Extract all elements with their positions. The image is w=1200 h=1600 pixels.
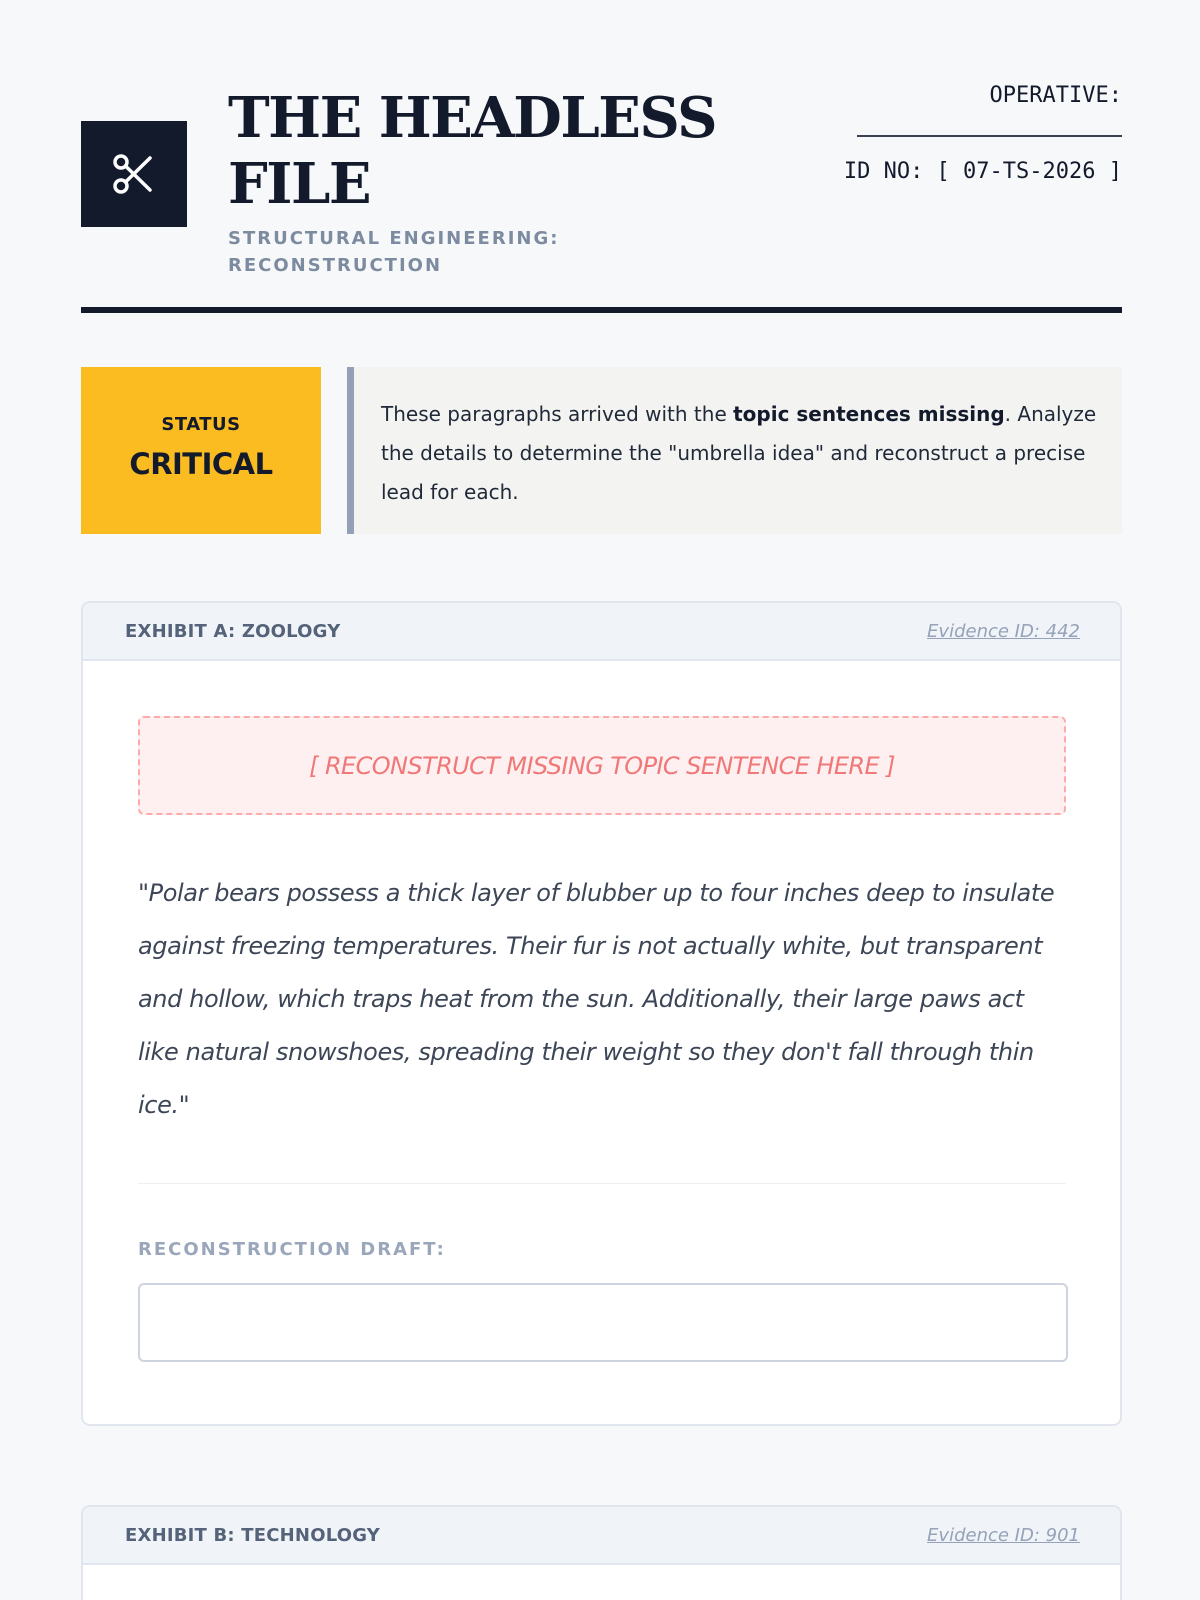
logo xyxy=(81,121,187,227)
instructions-callout xyxy=(347,367,1122,534)
operative-signature-line xyxy=(857,135,1122,137)
exhibit-header xyxy=(83,1507,1120,1565)
reconstruction-draft-input[interactable] xyxy=(138,1283,1068,1362)
page-title: THE HEADLESS FILE xyxy=(228,85,717,217)
instructions-text-end: . Analyze the details to determine the "umbrella idea" and reconstruct a precise lead for each. xyxy=(381,402,1097,504)
scissors-icon xyxy=(110,150,158,198)
section-divider xyxy=(138,1183,1066,1184)
evidence-id: Evidence ID: 901 xyxy=(927,1524,1080,1546)
exhibit-header xyxy=(83,603,1120,661)
evidence-id: Evidence ID: 442 xyxy=(927,620,1080,642)
page-subtitle: STRUCTURAL ENGINEERING: RECONSTRUCTION xyxy=(228,228,560,276)
missing-topic-sentence-placeholder: [ RECONSTRUCT MISSING TOPIC SENTENCE HERE ] xyxy=(138,716,1066,815)
exhibit-card xyxy=(81,601,1122,1426)
operative-block xyxy=(802,80,1122,187)
instructions-emphasis: topic sentences missing xyxy=(733,402,1005,426)
title-block xyxy=(228,85,748,279)
exhibit-title: EXHIBIT A: ZOOLOGY xyxy=(125,620,341,642)
status-label: STATUS xyxy=(161,414,241,435)
document-header xyxy=(81,80,1122,276)
evidence-paragraph: "Polar bears possess a thick layer of blubber up to four inches deep to insulate against freezing temperatures. Their fur is not actually white, but transparent and hollow, which traps heat from the sun. Additionally, their large paws act like natural snowshoes, spreading their weight so they don't fall through thin ice." xyxy=(138,879,1055,1119)
operative-label: OPERATIVE: xyxy=(989,83,1122,108)
status-badge xyxy=(81,367,321,534)
status-value: CRITICAL xyxy=(129,447,273,481)
id-number: ID NO: [ 07-TS-2026 ] xyxy=(843,159,1122,184)
header-divider xyxy=(81,307,1122,313)
exhibit-card xyxy=(81,1505,1122,1600)
draft-label: RECONSTRUCTION DRAFT: xyxy=(138,1239,446,1260)
instructions-text-start: These paragraphs arrived with the xyxy=(381,402,734,426)
exhibit-body xyxy=(83,661,1120,1362)
exhibit-title: EXHIBIT B: TECHNOLOGY xyxy=(125,1524,381,1546)
